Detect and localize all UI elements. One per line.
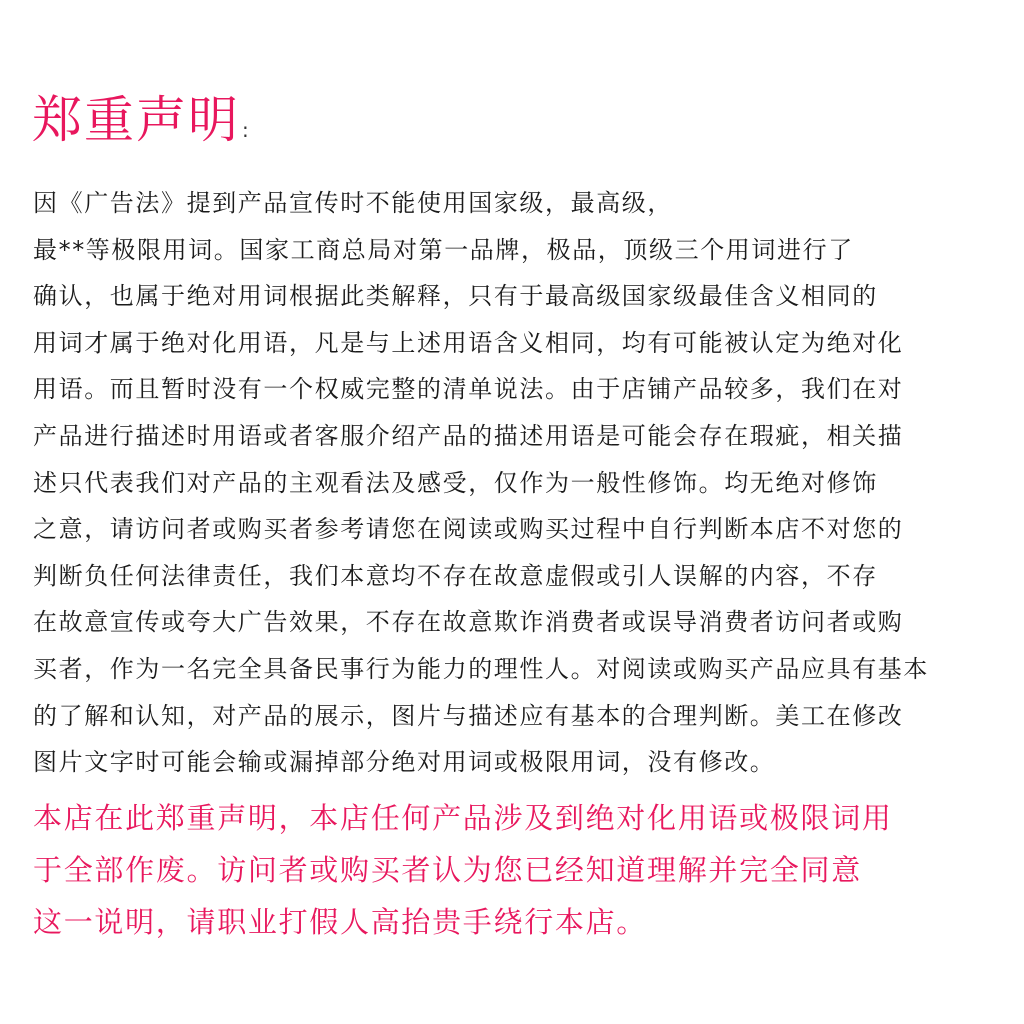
- body-line: 买者，作为一名完全具备民事行为能力的理性人。对阅读或购买产品应具有基本: [33, 654, 929, 683]
- body-line: 判断负任何法律责任，我们本意均不存在故意虚假或引人误解的内容，不存: [33, 561, 878, 590]
- body-line: 最**等极限用词。国家工商总局对第一品牌，极品，顶级三个用词进行了: [33, 235, 854, 264]
- body-line: 在故意宣传或夸大广告效果，不存在故意欺诈消费者或误导消费者访问者或购: [33, 608, 904, 637]
- body-line: 用语。而且暂时没有一个权威完整的清单说法。由于店铺产品较多，我们在对: [33, 375, 904, 404]
- notice-line: 本店在此郑重声明，本店任何产品涉及到绝对化用语或极限词用: [33, 801, 893, 835]
- notice-line: 于全部作废。访问者或购买者认为您已经知道理解并完全同意: [33, 853, 862, 887]
- notice-statement: [33, 792, 1003, 948]
- body-line: 图片文字时可能会输或漏掉部分绝对用词或极限用词，没有修改。: [33, 748, 776, 777]
- body-line: 确认，也属于绝对用词根据此类解释，只有于最高级国家级最佳含义相同的: [33, 282, 878, 311]
- body-line: 的了解和认知，对产品的展示，图片与描述应有基本的合理判断。美工在修改: [33, 701, 904, 730]
- body-line: 之意，请访问者或购买者参考请您在阅读或购买过程中自行判断本店不对您的: [33, 515, 904, 544]
- page-title: 郑重声明: [32, 91, 240, 149]
- heading: [32, 88, 249, 152]
- title-colon: :: [242, 118, 249, 142]
- notice-line: 这一说明，请职业打假人高抬贵手绕行本店。: [33, 905, 648, 939]
- body-line: 产品进行描述时用语或者客服介绍产品的描述用语是可能会存在瑕疵，相关描: [33, 421, 904, 450]
- body-line: 因《广告法》提到产品宣传时不能使用国家级，最高级，: [33, 189, 673, 217]
- body-line: 用词才属于绝对化用语，凡是与上述用语含义相同，均有可能被认定为绝对化: [33, 328, 904, 357]
- disclaimer-body: [33, 180, 1003, 786]
- body-line: 述只代表我们对产品的主观看法及感受，仅作为一般性修饰。均无绝对修饰: [33, 468, 878, 497]
